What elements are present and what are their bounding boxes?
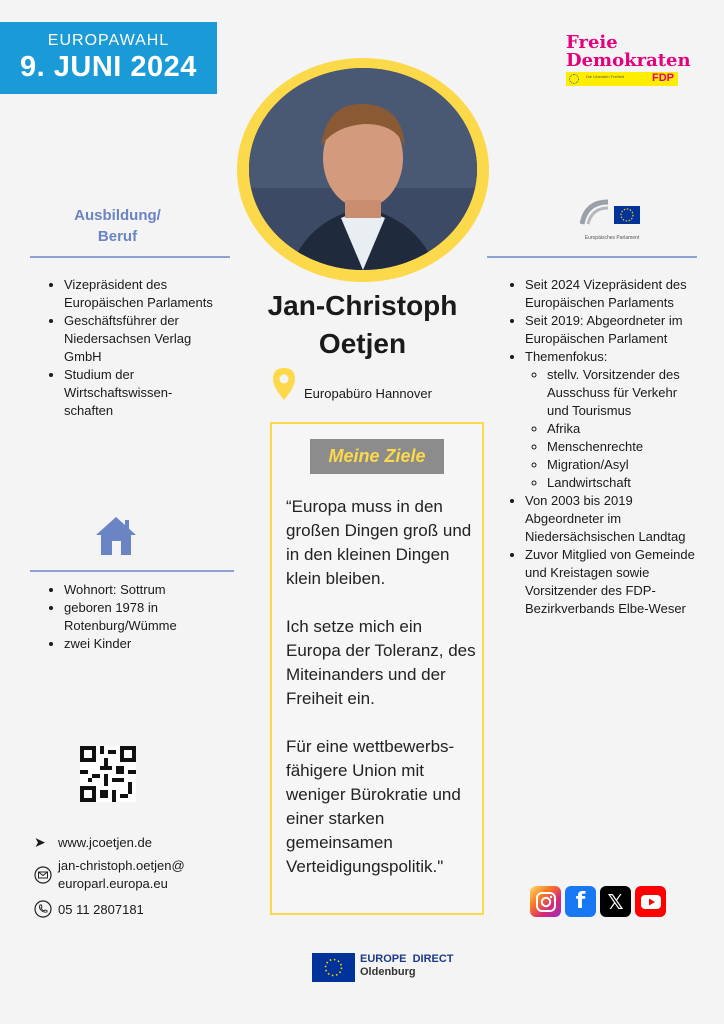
youtube-icon[interactable] [635,886,666,917]
list-item [525,348,697,492]
europe-direct-line-2: Oldenburg [360,966,416,978]
topic-item: ◦ Migration/Asyl [547,456,697,474]
location-row [272,367,472,403]
list-item: • Seit 2024 Vizepräsident des Europäischen Parlaments [525,276,697,312]
goals-label: Meine Ziele [310,439,444,474]
list-item: • Von 2003 bis 2019 Abgeordneter im Niedersächsischen Landtag [525,492,697,546]
email-line-1[interactable]: jan-christoph.oetjen@ [58,858,185,873]
heading-line-2: Beruf [97,228,138,245]
eu-stars-icon [569,74,579,84]
logo-abbr: FDP [652,72,674,84]
topics-list [525,366,697,492]
list-item: • geboren 1978 in Rotenburg/Wümme [64,599,221,635]
qr-code[interactable] [80,746,136,807]
eu-flag-icon [312,953,355,982]
heading-line-1: Ausbildung/ [74,207,161,224]
list-item: • Zuvor Mitglied von Gemeinde und Kreistagen sowie Vorsitzender des FDP-Bezirkverbands Elbe-Weser [525,546,697,618]
topic-item: ◦ Menschenrechte [547,438,697,456]
website-link[interactable]: www.jcoetjen.de [58,835,152,850]
logo-line-2: Demokraten [566,50,691,71]
name-last: Oetjen [318,328,407,359]
phone-icon [34,900,52,918]
logo-line-1: Freie [566,32,618,53]
personal-list [46,581,221,653]
logo-bar [566,72,678,86]
cursor-click-icon: ➤ [34,834,46,850]
europe-direct-line-1: EUROPE DIRECT [360,953,454,965]
list-item: • Vizepräsident des Europäischen Parlaments [64,276,221,312]
election-banner [0,22,217,94]
email-icon [34,866,52,884]
career-list [46,276,221,420]
fdp-logo [566,32,691,86]
logo-small-text: Die Liberalen Freiheit [586,74,625,79]
topic-item: ◦ Landwirtschaft [547,474,697,492]
divider-right [487,256,697,258]
contact-email-row[interactable] [34,856,234,892]
topics-heading: Themenfokus: [525,349,608,364]
ep-logo [580,196,644,241]
map-pin-icon [272,367,296,401]
email-line-2[interactable]: europarl.europa.eu [58,876,168,891]
parliament-icon [580,196,644,228]
divider-left-top [30,256,230,258]
name-first: Jan-Christoph [267,290,458,321]
goals-box [270,422,484,915]
ep-caption: Europäisches Parlament [584,235,640,241]
list-item: • Geschäftsführer der Niedersachsen Verlag GmbH [64,312,221,366]
phone-number[interactable]: 05 11 2807181 [58,902,144,917]
topic-item: ◦ Afrika [547,420,697,438]
profile-list [507,276,697,618]
goals-quote: “Europa muss in den großen Dingen groß und in den kleinen Dingen klein bleiben. Ich setze mich ein Europa der Toleranz, des Miteinanders und der Freiheit ein. Für eine wettbewerbs-fähigere Union mit weniger Bürokratie und einer starken gemeinsamen Verteidigungspolitik." [286,497,476,876]
banner-date: 9. JUNI 2024 [20,51,197,83]
x-icon[interactable]: 𝕏 [600,886,631,917]
europe-direct-logo [360,953,454,979]
divider-left-bottom [30,570,234,572]
home-icon [94,515,138,562]
list-item: • zwei Kinder [64,635,221,653]
education-heading [60,205,175,247]
banner-title: EUROPAWAHL [47,32,170,49]
topic-item: ◦ stellv. Vorsitzender des Ausschuss für Verkehr und Tourismus [547,366,697,420]
instagram-icon[interactable] [530,886,561,917]
list-item: • Wohnort: Sottrum [64,581,221,599]
portrait-illustration [249,68,477,270]
candidate-name [245,287,480,363]
portrait-photo [249,68,477,270]
list-item: • Studium der Wirtschaftswissen-schaften [64,366,221,420]
location-label: Europabüro Hannover [304,386,432,401]
facebook-icon[interactable]: f [565,886,596,917]
list-item: • Seit 2019: Abgeordneter im Europäischen Parlament [525,312,697,348]
